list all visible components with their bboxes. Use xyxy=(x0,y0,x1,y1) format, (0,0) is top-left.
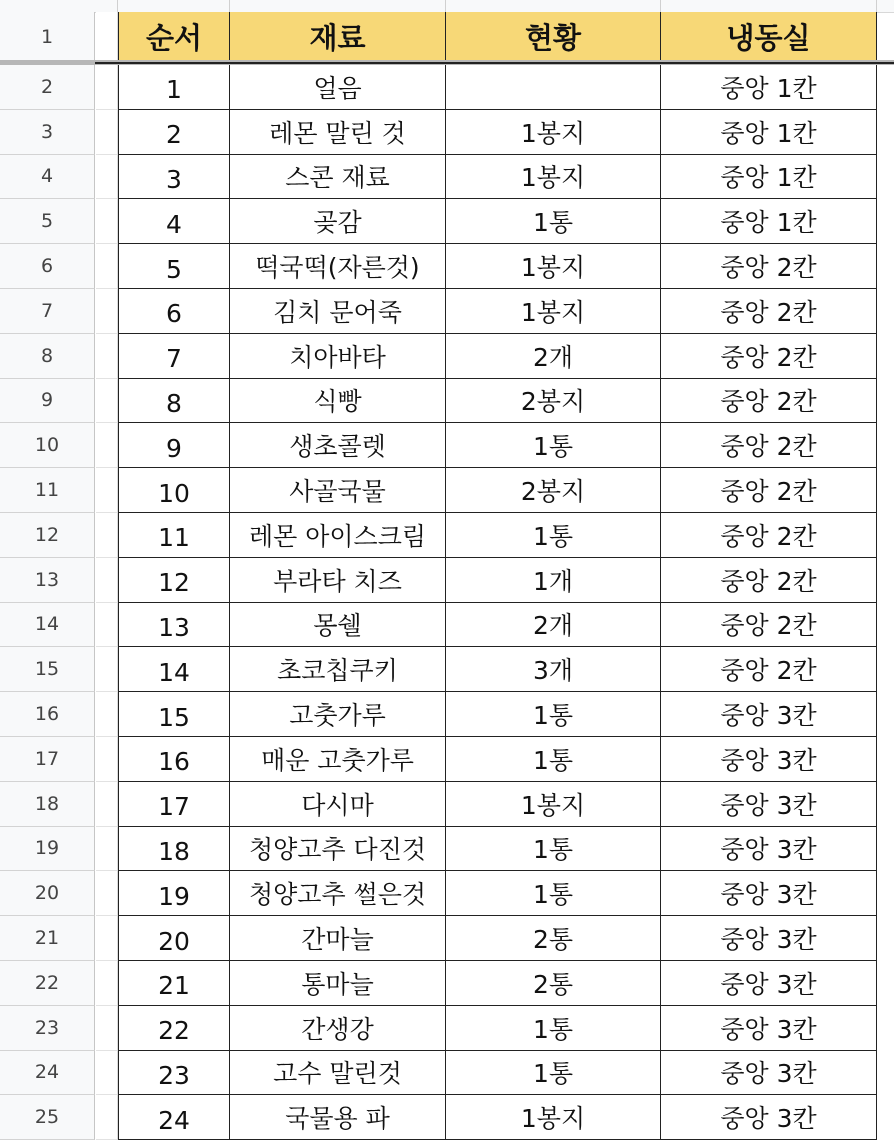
empty-cell[interactable] xyxy=(96,379,118,424)
column-header-b[interactable] xyxy=(118,0,230,12)
empty-cell[interactable] xyxy=(96,558,118,603)
cell-order[interactable]: 6 xyxy=(118,289,230,334)
cell-material[interactable]: 레몬 아이스크림 xyxy=(230,513,446,558)
cell-status[interactable]: 1봉지 xyxy=(446,782,661,827)
cell-status[interactable]: 2통 xyxy=(446,961,661,1006)
empty-cell[interactable] xyxy=(96,199,118,244)
cell-order[interactable]: 4 xyxy=(118,199,230,244)
cell-status[interactable]: 1개 xyxy=(446,558,661,603)
cell-material[interactable]: 초코칩쿠키 xyxy=(230,647,446,692)
cell-freezer[interactable]: 중앙 3칸 xyxy=(661,827,877,872)
cell-order[interactable]: 11 xyxy=(118,513,230,558)
cell-status[interactable]: 2통 xyxy=(446,916,661,961)
empty-cell[interactable] xyxy=(96,961,118,1006)
row-number[interactable]: 1 xyxy=(0,12,95,62)
cell-freezer[interactable]: 중앙 3칸 xyxy=(661,1095,877,1140)
cell-freezer[interactable]: 중앙 1칸 xyxy=(661,65,877,110)
cell-order[interactable]: 2 xyxy=(118,110,230,155)
cell-order[interactable]: 10 xyxy=(118,468,230,513)
row-number[interactable]: 17 xyxy=(0,737,95,782)
cell-order[interactable]: 12 xyxy=(118,558,230,603)
cell-order[interactable]: 19 xyxy=(118,871,230,916)
cell-status[interactable]: 1통 xyxy=(446,737,661,782)
column-header-a[interactable] xyxy=(95,0,118,12)
cell-status[interactable]: 1통 xyxy=(446,692,661,737)
column-header-c[interactable] xyxy=(230,0,446,12)
cell-material[interactable]: 치아바타 xyxy=(230,334,446,379)
cell-order[interactable]: 21 xyxy=(118,961,230,1006)
cell-material[interactable]: 국물용 파 xyxy=(230,1095,446,1140)
row-number[interactable]: 4 xyxy=(0,155,95,200)
empty-cell[interactable] xyxy=(96,692,118,737)
cell-order[interactable]: 5 xyxy=(118,244,230,289)
row-number[interactable]: 13 xyxy=(0,558,95,603)
cell-status[interactable]: 1통 xyxy=(446,1006,661,1051)
cell-material[interactable]: 생초콜렛 xyxy=(230,423,446,468)
cell-order[interactable]: 8 xyxy=(118,379,230,424)
row-number[interactable]: 25 xyxy=(0,1095,95,1140)
row-number[interactable]: 9 xyxy=(0,379,95,424)
cell-material[interactable]: 고춧가루 xyxy=(230,692,446,737)
cell-freezer[interactable]: 중앙 3칸 xyxy=(661,737,877,782)
empty-cell[interactable] xyxy=(96,513,118,558)
cell-freezer[interactable]: 중앙 2칸 xyxy=(661,379,877,424)
cell-material[interactable]: 매운 고춧가루 xyxy=(230,737,446,782)
cell-order[interactable]: 15 xyxy=(118,692,230,737)
header-bottom-border xyxy=(95,62,894,64)
row-number[interactable]: 18 xyxy=(0,782,95,827)
empty-cell[interactable] xyxy=(96,827,118,872)
row-number[interactable]: 10 xyxy=(0,423,95,468)
row-number[interactable]: 16 xyxy=(0,692,95,737)
cell-status[interactable]: 2개 xyxy=(446,334,661,379)
cell-status[interactable]: 1통 xyxy=(446,423,661,468)
cell-freezer[interactable]: 중앙 3칸 xyxy=(661,1051,877,1096)
empty-cell[interactable] xyxy=(96,110,118,155)
row-number[interactable]: 5 xyxy=(0,199,95,244)
cell-order[interactable]: 23 xyxy=(118,1051,230,1096)
cell-freezer[interactable]: 중앙 2칸 xyxy=(661,334,877,379)
row-number[interactable]: 14 xyxy=(0,603,95,648)
row-number[interactable]: 21 xyxy=(0,916,95,961)
cell-material[interactable]: 떡국떡(자른것) xyxy=(230,244,446,289)
empty-cell[interactable] xyxy=(96,1006,118,1051)
empty-cell[interactable] xyxy=(96,334,118,379)
cell-material[interactable]: 얼음 xyxy=(230,65,446,110)
row-number[interactable]: 12 xyxy=(0,513,95,558)
cell-freezer[interactable]: 중앙 2칸 xyxy=(661,603,877,648)
empty-cell[interactable] xyxy=(96,737,118,782)
cell-order[interactable]: 7 xyxy=(118,334,230,379)
column-header-e[interactable] xyxy=(661,0,877,12)
cell-status[interactable] xyxy=(446,65,661,110)
row-number[interactable]: 19 xyxy=(0,827,95,872)
row-number[interactable]: 24 xyxy=(0,1051,95,1096)
cell-material[interactable]: 식빵 xyxy=(230,379,446,424)
cell-material[interactable]: 김치 문어죽 xyxy=(230,289,446,334)
cell-freezer[interactable]: 중앙 3칸 xyxy=(661,1006,877,1051)
cell-status[interactable]: 1통 xyxy=(446,827,661,872)
cell-material[interactable]: 간마늘 xyxy=(230,916,446,961)
row-number[interactable]: 8 xyxy=(0,334,95,379)
empty-cell[interactable] xyxy=(96,244,118,289)
cell-freezer[interactable]: 중앙 2칸 xyxy=(661,558,877,603)
cell-status[interactable]: 1봉지 xyxy=(446,110,661,155)
cell-status[interactable]: 2봉지 xyxy=(446,468,661,513)
empty-cell[interactable] xyxy=(96,871,118,916)
cell-status[interactable]: 1통 xyxy=(446,199,661,244)
cell-order[interactable]: 22 xyxy=(118,1006,230,1051)
cell-order[interactable]: 13 xyxy=(118,603,230,648)
cell-freezer[interactable]: 중앙 3칸 xyxy=(661,961,877,1006)
empty-cell[interactable] xyxy=(96,782,118,827)
header-status[interactable]: 현황 xyxy=(446,12,661,62)
cell-freezer[interactable]: 중앙 2칸 xyxy=(661,647,877,692)
column-header-d[interactable] xyxy=(446,0,661,12)
cell-material[interactable]: 고수 말린것 xyxy=(230,1051,446,1096)
cell-status[interactable]: 1통 xyxy=(446,871,661,916)
row-number[interactable]: 2 xyxy=(0,65,95,110)
header-order[interactable]: 순서 xyxy=(118,12,230,62)
cell-order[interactable]: 16 xyxy=(118,737,230,782)
row-number[interactable]: 3 xyxy=(0,110,95,155)
cell-freezer[interactable]: 중앙 2칸 xyxy=(661,468,877,513)
row-number[interactable]: 15 xyxy=(0,647,95,692)
row-number[interactable]: 22 xyxy=(0,961,95,1006)
header-freezer[interactable]: 냉동실 xyxy=(661,12,877,62)
cell-material[interactable]: 청양고추 다진것 xyxy=(230,827,446,872)
empty-cell[interactable] xyxy=(96,647,118,692)
cell-freezer[interactable]: 중앙 3칸 xyxy=(661,916,877,961)
cell-material[interactable]: 간생강 xyxy=(230,1006,446,1051)
row-number[interactable]: 11 xyxy=(0,468,95,513)
cell-material[interactable]: 레몬 말린 것 xyxy=(230,110,446,155)
cell-freezer[interactable]: 중앙 1칸 xyxy=(661,199,877,244)
empty-cell[interactable] xyxy=(96,155,118,200)
cell-freezer[interactable]: 중앙 2칸 xyxy=(661,513,877,558)
empty-cell[interactable] xyxy=(96,468,118,513)
cell-status[interactable]: 2개 xyxy=(446,603,661,648)
cell-freezer[interactable]: 중앙 2칸 xyxy=(661,423,877,468)
empty-cell[interactable] xyxy=(96,603,118,648)
cell-material[interactable]: 청양고추 썰은것 xyxy=(230,871,446,916)
cell-status[interactable]: 1봉지 xyxy=(446,289,661,334)
empty-cell[interactable] xyxy=(96,65,118,110)
cell-freezer[interactable]: 중앙 3칸 xyxy=(661,692,877,737)
cell-status[interactable]: 1봉지 xyxy=(446,1095,661,1140)
cell-order[interactable]: 3 xyxy=(118,155,230,200)
cell-status[interactable]: 1봉지 xyxy=(446,155,661,200)
row-number[interactable]: 20 xyxy=(0,871,95,916)
cell-freezer[interactable]: 중앙 2칸 xyxy=(661,244,877,289)
cell-status[interactable]: 1봉지 xyxy=(446,244,661,289)
empty-cell[interactable] xyxy=(96,423,118,468)
cell-freezer[interactable]: 중앙 3칸 xyxy=(661,782,877,827)
empty-cell[interactable] xyxy=(96,1051,118,1096)
empty-cell[interactable] xyxy=(96,916,118,961)
cell-order[interactable]: 18 xyxy=(118,827,230,872)
cell-order[interactable]: 1 xyxy=(118,65,230,110)
cell-order[interactable]: 24 xyxy=(118,1095,230,1140)
cell-order[interactable]: 9 xyxy=(118,423,230,468)
cell-status[interactable]: 1통 xyxy=(446,513,661,558)
empty-cell[interactable] xyxy=(96,1095,118,1140)
cell-status[interactable]: 2봉지 xyxy=(446,379,661,424)
cell-order[interactable]: 20 xyxy=(118,916,230,961)
cell-freezer[interactable]: 중앙 2칸 xyxy=(661,289,877,334)
empty-cell[interactable] xyxy=(96,12,118,62)
cell-material[interactable]: 다시마 xyxy=(230,782,446,827)
cell-material[interactable]: 사골국물 xyxy=(230,468,446,513)
row-number[interactable]: 7 xyxy=(0,289,95,334)
cell-freezer[interactable]: 중앙 3칸 xyxy=(661,871,877,916)
row-number[interactable]: 23 xyxy=(0,1006,95,1051)
cell-material[interactable]: 부라타 치즈 xyxy=(230,558,446,603)
cell-status[interactable]: 3개 xyxy=(446,647,661,692)
cell-material[interactable]: 통마늘 xyxy=(230,961,446,1006)
row-number[interactable]: 6 xyxy=(0,244,95,289)
header-material[interactable]: 재료 xyxy=(230,12,446,62)
cell-material[interactable]: 스콘 재료 xyxy=(230,155,446,200)
cell-order[interactable]: 17 xyxy=(118,782,230,827)
cell-order[interactable]: 14 xyxy=(118,647,230,692)
empty-cell[interactable] xyxy=(96,289,118,334)
cell-material[interactable]: 몽쉘 xyxy=(230,603,446,648)
cell-status[interactable]: 1통 xyxy=(446,1051,661,1096)
cell-material[interactable]: 곶감 xyxy=(230,199,446,244)
cell-freezer[interactable]: 중앙 1칸 xyxy=(661,110,877,155)
cell-freezer[interactable]: 중앙 1칸 xyxy=(661,155,877,200)
